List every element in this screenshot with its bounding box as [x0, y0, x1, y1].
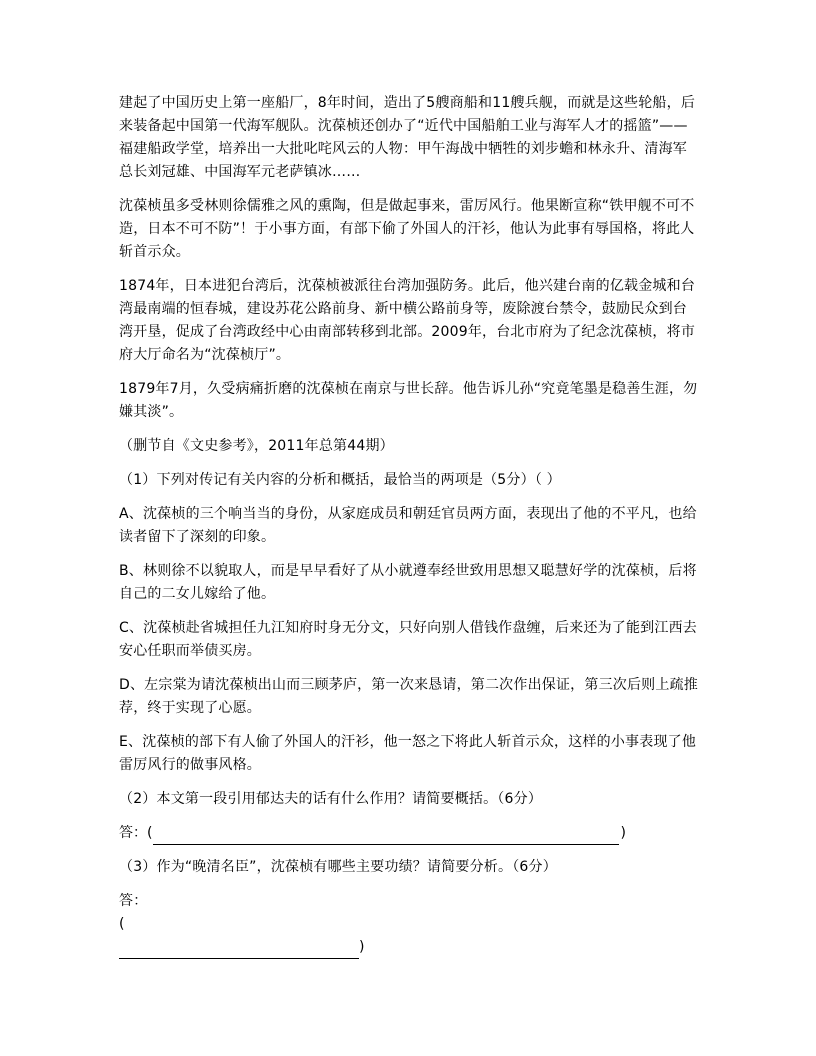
question-2-answer — [119, 822, 699, 845]
paragraph-1: 建起了中国历史上第一座船厂，8年时间，造出了5艘商船和11艘兵舰，而就是这些轮船，后来装备起中国第一代海军舰队。沈葆桢还创办了“近代中国船舶工业与海军人才的摇篮”——福建船政学堂，培养出一大批叱咤风云的人物：甲午海战中牺牲的刘步蟾和林永升、清海军总长刘冠雄、中国海军元老萨镇冰…… — [119, 95, 696, 180]
answer-label: 答：( — [119, 825, 153, 841]
answer-close: ) — [359, 939, 365, 955]
option-a: A、沈葆桢的三个响当当的身份，从家庭成员和朝廷官员两方面，表现出了他的不平凡，也给读者留下了深刻的印象。 — [119, 506, 697, 545]
question-3-answer-open: ( — [119, 916, 125, 932]
answer-blank[interactable] — [153, 826, 619, 845]
question-1-prompt: （1）下列对传记有关内容的分析和概括，最恰当的两项是（5分）（ ） — [119, 472, 561, 488]
paragraph-2: 沈葆桢虽多受林则徐儒雅之风的熏陶，但是做起事来，雷厉风行。他果断宣称“铁甲舰不可不造，日本不可不防”！于小事方面，有部下偷了外国人的汗衫，他认为此事有辱国格，将此人斩首示众。 — [119, 198, 695, 260]
document-page — [119, 92, 699, 959]
question-3-prompt: （3）作为“晚清名臣”，沈葆桢有哪些主要功绩？请简要分析。（6分） — [119, 859, 557, 875]
question-3-answer-label: 答： — [119, 893, 148, 909]
option-c: C、沈葆桢赴省城担任九江知府时身无分文，只好向别人借钱作盘缠，后来还为了能到江西去安心任职而举债买房。 — [119, 620, 697, 659]
answer-blank[interactable] — [119, 940, 359, 959]
answer-close: ) — [620, 825, 626, 841]
paragraph-3: 1874年，日本进犯台湾后，沈葆桢被派往台湾加强防务。此后，他兴建台南的亿载金城和台湾最南端的恒春城，建设苏花公路前身、新中横公路前身等，废除渡台禁令，鼓励民众到台湾开垦，促成了台湾政经中心由南部转移到北部。2009年，台北市府为了纪念沈葆桢，将市府大厅命名为“沈葆桢厅”。 — [119, 278, 696, 363]
question-3-answer — [119, 936, 699, 959]
source-note: （删节自《文史参考》，2011年总第44期） — [119, 438, 394, 454]
option-e: E、沈葆桢的部下有人偷了外国人的汗衫，他一怒之下将此人斩首示众，这样的小事表现了他雷厉风行的做事风格。 — [119, 734, 697, 773]
question-2-prompt: （2）本文第一段引用郁达夫的话有什么作用？请简要概括。（6分） — [119, 791, 543, 807]
option-d: D、左宗棠为请沈葆桢出山而三顾茅庐，第一次来恳请，第二次作出保证，第三次后则上疏推荐，终于实现了心愿。 — [119, 677, 698, 716]
paragraph-4: 1879年7月，久受病痛折磨的沈葆桢在南京与世长辞。他告诉儿孙“究竟笔墨是稳善生涯，勿嫌其淡”。 — [119, 381, 698, 420]
option-b: B、林则徐不以貌取人，而是早早看好了从小就遵奉经世致用思想又聪慧好学的沈葆桢，后将自己的二女儿嫁给了他。 — [119, 563, 697, 602]
